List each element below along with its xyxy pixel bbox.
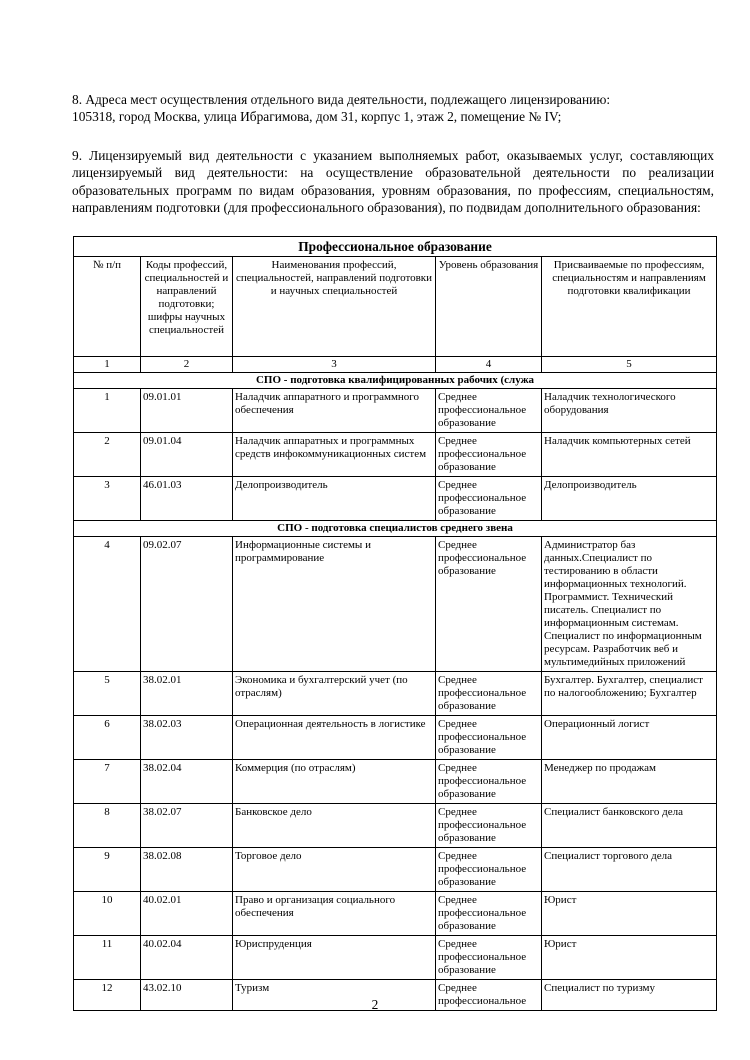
- row-name: Торговое дело: [233, 848, 436, 892]
- row-qualification: Специалист банковского дела: [542, 804, 717, 848]
- table-row: [74, 848, 717, 892]
- row-code: 38.02.08: [141, 848, 233, 892]
- row-code: 40.02.01: [141, 892, 233, 936]
- row-code: 46.01.03: [141, 477, 233, 521]
- table-header-row: [74, 257, 717, 357]
- header-code: Коды профессий, специальностей и направлений подготовки; шифры научных специальностей: [141, 257, 233, 357]
- row-code: 09.01.01: [141, 389, 233, 433]
- page-number: 2: [371, 997, 379, 1012]
- row-code: 38.02.07: [141, 804, 233, 848]
- licensed-programs-table: [73, 236, 717, 1011]
- header-qualification: Присваиваемые по профессиям, специальностям и направлениям подготовки квалификации: [542, 257, 717, 357]
- row-number: 12: [74, 980, 141, 1011]
- row-level: Среднее профессиональное образование: [436, 936, 542, 980]
- table-row: [74, 892, 717, 936]
- row-level: Среднее профессиональное образование: [436, 672, 542, 716]
- row-code: 38.02.03: [141, 716, 233, 760]
- section-row: [74, 373, 717, 389]
- row-qualification: Делопроизводитель: [542, 477, 717, 521]
- table-row: [74, 537, 717, 672]
- row-name: Информационные системы и программирование: [233, 537, 436, 672]
- table-row: [74, 804, 717, 848]
- row-code: 38.02.04: [141, 760, 233, 804]
- row-level: Среднее профессиональное образование: [436, 477, 542, 521]
- paragraph-8-address: 105318, город Москва, улица Ибрагимова, дом 31, корпус 1, этаж 2, помещение № IV;: [72, 109, 562, 125]
- row-name: Юриспруденция: [233, 936, 436, 980]
- row-level: Среднее профессиональное образование: [436, 892, 542, 936]
- table-row: [74, 936, 717, 980]
- section-title: СПО - подготовка квалифицированных рабочих (служа: [74, 373, 717, 389]
- row-qualification: Операционный логист: [542, 716, 717, 760]
- row-level: Среднее профессиональное образование: [436, 537, 542, 672]
- row-name: Наладчик аппаратных и программных средств инфокоммуникационных систем: [233, 433, 436, 477]
- row-number: 8: [74, 804, 141, 848]
- column-number: 5: [542, 357, 717, 373]
- paragraph-8-line1: 8. Адреса мест осуществления отдельного вида деятельности, подлежащего лицензированию:: [72, 92, 611, 107]
- header-name: Наименования профессий, специальностей, направлений подготовки и научных специальностей: [233, 257, 436, 357]
- row-name: Делопроизводитель: [233, 477, 436, 521]
- row-qualification: Наладчик технологического оборудования: [542, 389, 717, 433]
- row-code: 09.01.04: [141, 433, 233, 477]
- row-number: 6: [74, 716, 141, 760]
- table-row: [74, 433, 717, 477]
- table-row: [74, 389, 717, 433]
- row-code: 40.02.04: [141, 936, 233, 980]
- row-qualification: Специалист по туризму: [542, 980, 717, 1011]
- row-code: 09.02.07: [141, 537, 233, 672]
- header-level: Уровень образования: [436, 257, 542, 357]
- row-number: 4: [74, 537, 141, 672]
- row-name: Экономика и бухгалтерский учет (по отраслям): [233, 672, 436, 716]
- row-qualification: Специалист торгового дела: [542, 848, 717, 892]
- paragraph-8: [72, 91, 714, 126]
- row-name: Туризм: [233, 980, 436, 1011]
- row-name: Банковское дело: [233, 804, 436, 848]
- table-row: [74, 672, 717, 716]
- column-numbers-row: [74, 357, 717, 373]
- row-code: 38.02.01: [141, 672, 233, 716]
- table-title: Профессиональное образование: [74, 237, 717, 257]
- table-row: [74, 760, 717, 804]
- table-title-row: [74, 237, 717, 257]
- row-level: Среднее профессиональное образование: [436, 848, 542, 892]
- section-title: СПО - подготовка специалистов среднего звена: [74, 521, 717, 537]
- row-name: Наладчик аппаратного и программного обеспечения: [233, 389, 436, 433]
- row-name: Право и организация социального обеспечения: [233, 892, 436, 936]
- row-qualification: Юрист: [542, 936, 717, 980]
- row-level: Среднее профессиональное образование: [436, 716, 542, 760]
- row-qualification: Наладчик компьютерных сетей: [542, 433, 717, 477]
- row-level: Среднее профессиональное: [436, 980, 542, 1011]
- row-number: 2: [74, 433, 141, 477]
- row-number: 1: [74, 389, 141, 433]
- row-number: 10: [74, 892, 141, 936]
- row-qualification: Бухгалтер. Бухгалтер, специалист по налогообложению; Бухгалтер: [542, 672, 717, 716]
- row-name: Коммерция (по отраслям): [233, 760, 436, 804]
- row-level: Среднее профессиональное образование: [436, 760, 542, 804]
- column-number: 1: [74, 357, 141, 373]
- row-level: Среднее профессиональное образование: [436, 389, 542, 433]
- table-row: [74, 477, 717, 521]
- row-number: 7: [74, 760, 141, 804]
- column-number: 2: [141, 357, 233, 373]
- table-row: [74, 716, 717, 760]
- row-number: 11: [74, 936, 141, 980]
- row-number: 3: [74, 477, 141, 521]
- column-number: 3: [233, 357, 436, 373]
- row-qualification: Менеджер по продажам: [542, 760, 717, 804]
- row-qualification: Юрист: [542, 892, 717, 936]
- row-qualification: Администратор баз данных.Специалист по тестированию в области информационных технологий. Программист. Технический писатель. Специалист по информационным системам. Специалист по информационным ресурсам. Разработчик веб и мультимедийных приложений: [542, 537, 717, 672]
- row-number: 9: [74, 848, 141, 892]
- header-number: № п/п: [74, 257, 141, 357]
- row-level: Среднее профессиональное образование: [436, 804, 542, 848]
- row-code: 43.02.10: [141, 980, 233, 1011]
- section-row: [74, 521, 717, 537]
- row-level: Среднее профессиональное образование: [436, 433, 542, 477]
- row-number: 5: [74, 672, 141, 716]
- column-number: 4: [436, 357, 542, 373]
- paragraph-9: 9. Лицензируемый вид деятельности с указанием выполняемых работ, оказываемых услуг, составляющих лицензируемый вид деятельности: на осуществление образовательной деятельности по реализации образовательных программ по видам образования, уровням образования, по профессиям, специальностям, направлениям подготовки (для профессионального образования), по подвидам дополнительного образования:: [72, 148, 714, 216]
- row-name: Операционная деятельность в логистике: [233, 716, 436, 760]
